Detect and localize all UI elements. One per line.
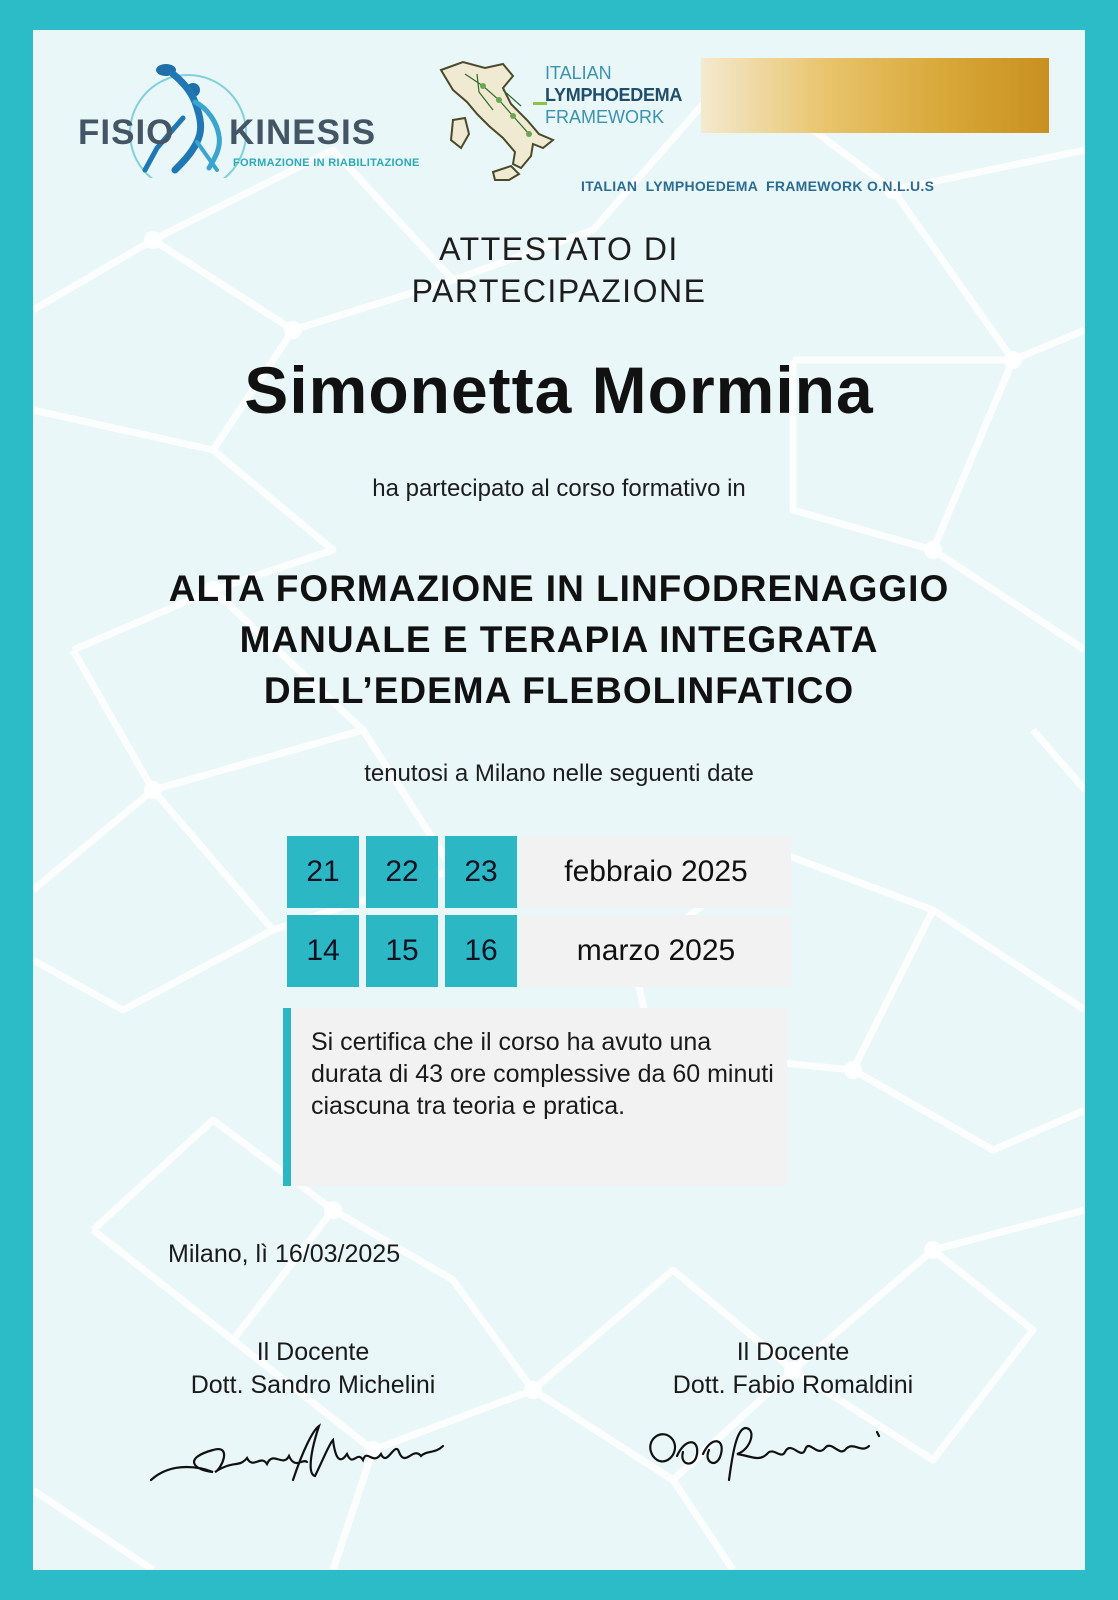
certification-accent-bar (283, 1008, 291, 1186)
date-day: 22 (366, 836, 438, 908)
place-and-date: Milano, lì 16/03/2025 (168, 1240, 401, 1268)
signature-role: Il Docente (256, 1338, 370, 1366)
fisiokinesis-logo-right-text: KINESIS (229, 113, 377, 152)
participant-name: Simonetta Mormina (244, 353, 874, 427)
signature-right-handwriting (633, 1410, 903, 1490)
signature-role: Il Docente (736, 1338, 850, 1366)
certification-box (283, 1008, 787, 1186)
ilf-logo-caption: ITALIAN LYMPHOEDEMA FRAMEWORK O.N.L.U.S (581, 178, 935, 194)
participation-intro: ha partecipato al corso formativo in (372, 475, 746, 502)
date-day: 16 (445, 915, 517, 987)
ilf-logo-line3: FRAMEWORK (545, 107, 664, 127)
ilf-banner-image (701, 58, 1049, 133)
signature-name: Dott. Sandro Michelini (190, 1371, 436, 1399)
dates-intro: tenutosi a Milano nelle seguenti date (364, 760, 754, 787)
date-day: 21 (287, 836, 359, 908)
certificate-title-line2: PARTECIPAZIONE (411, 273, 707, 309)
certificate-title (33, 228, 1085, 312)
date-month: febbraio 2025 (521, 836, 791, 908)
signature-left-handwriting (143, 1410, 463, 1490)
signature-name: Dott. Fabio Romaldini (672, 1371, 914, 1399)
ilf-logo-line2: LYMPHOEDEMA (545, 85, 683, 105)
course-title-line2: MANUALE E TERAPIA INTEGRATA (239, 619, 879, 660)
date-day: 15 (366, 915, 438, 987)
fisiokinesis-logo-left-text: FISIO (78, 113, 175, 152)
ilf-logo-line1: ITALIAN (545, 63, 612, 83)
certificate-title-line1: ATTESTATO DI (439, 231, 679, 267)
date-month: marzo 2025 (521, 915, 791, 987)
date-day: 23 (445, 836, 517, 908)
course-title-line3: DELL’EDEMA FLEBOLINFATICO (263, 670, 855, 711)
course-title (33, 563, 1085, 716)
date-day: 14 (287, 915, 359, 987)
signature-block-left (133, 1336, 493, 1402)
certificate-page (33, 30, 1085, 1570)
signature-block-right (613, 1336, 973, 1402)
certification-text: Si certifica che il corso ha avuto una durata di 43 ore complessive da 60 minuti ciascuna tra teoria e pratica. (311, 1028, 774, 1120)
fisiokinesis-logo-subtitle: FORMAZIONE IN RIABILITAZIONE (233, 157, 420, 169)
course-title-line1: ALTA FORMAZIONE IN LINFODRENAGGIO (168, 568, 950, 609)
